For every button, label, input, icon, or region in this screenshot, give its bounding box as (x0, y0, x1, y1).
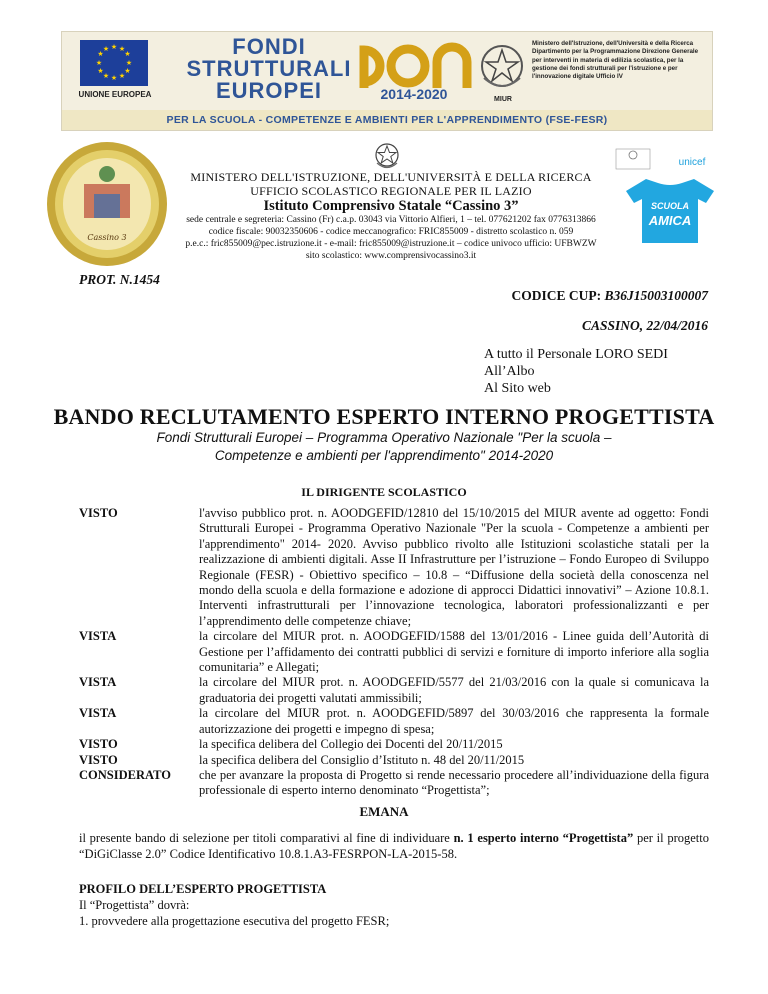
addressee-line: All’Albo (484, 364, 535, 379)
school-name: Istituto Comprensivo Statale “Cassino 3” (263, 198, 519, 214)
visto-text: la specifica delibera del Collegio dei Docenti del 20/11/2015 (199, 737, 503, 752)
visto-label: CONSIDERATO (79, 767, 171, 782)
para-bold-text: n. 1 esperto interno “Progettista” (453, 831, 634, 845)
visto-text: la circolare del MIUR prot. n. AOODGEFID/1588 del 13/01/2016 - Linee guida dell’Autorità di Gestione per l’affidamento dei contratti pubblici di servizi e forniture di importo inferiore alla soglia comunitaria” e Allegati; (199, 629, 709, 675)
visto-text: l'avviso pubblico prot. n. AOODGEFID/12810 del 15/10/2015 del MIUR avente ad oggetto: Fondi Strutturali Europei - Programma Operativo Nazionale "Per la scuola - Competenze a ambienti per l'apprendimento" 2014- 2020. Avviso pubblico rivolto alle Istituzioni scolastiche statali per la realizzazione di ambienti digitali. Asse II Infrastrutture per l’istruzione – Fondo Europeo di Sviluppo Regionale (FESR) - Obiettivo specifico – 10.8 – “Diffusione della società della conoscenza nel mondo della scuola e della formazione e adozione di approcci Didattici innovativi” – Azione 10.8.1. Interventi infrastrutturali per l’innovazione tecnologica, laboratori professionalizzanti e per l’apprendimento delle competenze chiave; (199, 506, 709, 628)
svg-text:★: ★ (124, 67, 131, 75)
document-title: BANDO RECLUTAMENTO ESPERTO INTERNO PROGETTISTA (53, 404, 715, 429)
svg-text:SCUOLA: SCUOLA (651, 201, 689, 211)
protocol-number: PROT. N.1454 (79, 272, 160, 287)
fondi-line: FONDI (232, 34, 306, 59)
addressee-line: A tutto il Personale LORO SEDI (484, 347, 668, 362)
school-emails: p.e.c.: fric855009@pec.istruzione.it - e-mail: fric855009@istruzione.it – codice univoco ufficio: UFBWZW (185, 239, 597, 249)
visto-row (79, 753, 709, 768)
pon-years: 2014-2020 (380, 86, 448, 102)
svg-text:★: ★ (118, 45, 126, 53)
addressees-block (484, 346, 668, 397)
svg-text:★: ★ (97, 67, 104, 75)
visto-row (79, 675, 709, 706)
visto-text: che per avanzare la proposta di Progetto si rende necessario procedere all’individuazione della figura professionale di esperto interno denominato “Progettista”; (199, 767, 709, 798)
visto-row (79, 706, 709, 737)
svg-text:★: ★ (97, 50, 104, 58)
italian-republic-emblem-icon (373, 141, 401, 171)
visto-row (79, 737, 709, 752)
profilo-title: PROFILO DELL’ESPERTO PROGETTISTA (79, 882, 327, 896)
republic-emblem-icon (477, 38, 527, 98)
visto-row (79, 768, 709, 799)
emana-heading: EMANA (359, 804, 409, 819)
svg-text:AMICA: AMICA (648, 213, 692, 228)
svg-text:★: ★ (110, 74, 118, 82)
document-date: CASSINO, 22/04/2016 (581, 318, 708, 333)
profilo-section (79, 881, 709, 929)
visto-label: VISTA (79, 706, 117, 721)
emana-paragraph (79, 830, 709, 862)
visto-text: la circolare del MIUR prot. n. AOODGEFID/5577 del 21/03/2016 con la quale si comunicava la graduatoria dei progetti valutati ammissibili; (199, 675, 709, 705)
unicef-scuola-amica-logo-icon (612, 143, 722, 253)
fondi-line: STRUTTURALI (186, 56, 352, 81)
profilo-line: 1. provvedere alla progettazione esecutiva del progetto FESR; (79, 914, 390, 928)
miur-label: MIUR (494, 96, 512, 103)
visto-text: la specifica delibera del Consiglio d’Istituto n. 48 del 20/11/2015 (199, 752, 525, 767)
svg-text:Cassino 3: Cassino 3 (87, 233, 127, 242)
visto-label: VISTA (79, 675, 117, 690)
cup-value: B36J15003100007 (604, 288, 708, 303)
banner-tagline: PER LA SCUOLA - COMPETENZE E AMBIENTI PER L'APPRENDIMENTO (FSE-FESR) (62, 110, 712, 130)
pon-banner (61, 31, 713, 131)
visto-row (79, 629, 709, 675)
para-text: per il progetto “DiGiClasse 2.0” Codice Identificativo 10.8.1.A3-FESRPON-LA-2015-58. (79, 831, 709, 861)
svg-text:★: ★ (124, 50, 131, 58)
para-text: il presente bando di selezione per titoli comparativi al fine di individuare (79, 831, 454, 845)
svg-text:★: ★ (102, 72, 110, 80)
addressee-line: Al Sito web (484, 381, 551, 396)
visto-text: la circolare del MIUR prot. n. AOODGEFID/5897 del 30/03/2016 che rappresenta la formale autorizzazione dei progetti e impegno di spesa; (199, 706, 709, 736)
svg-text:★: ★ (110, 43, 118, 51)
visto-label: VISTO (79, 737, 118, 752)
school-address: sede centrale e segreteria: Cassino (Fr) c.a.p. 03043 via Vittorio Alfieri, 1 – tel. 077621202 fax 0776313866 (186, 215, 596, 225)
cup-code (511, 288, 708, 304)
school-website: sito scolastico: www.comprensivocassino3.it (305, 251, 477, 261)
dirigente-heading: IL DIRIGENTE SCOLASTICO (301, 485, 467, 499)
document-subtitle: Competenze e ambienti per l'apprendimento" 2014-2020 (214, 448, 554, 463)
school-codes: codice fiscale: 90032350606 - codice meccanografico: FRIC855009 - distretto scolastico n. 059 (208, 227, 574, 237)
profilo-line: Il “Progettista” dovrà: (79, 898, 190, 912)
svg-text:★: ★ (95, 59, 103, 67)
cup-label: CODICE CUP: (511, 288, 605, 303)
regional-office-line: UFFICIO SCOLASTICO REGIONALE PER IL LAZIO (250, 184, 532, 198)
visto-label: VISTO (79, 506, 118, 520)
visto-label: VISTO (79, 752, 118, 767)
visti-block (79, 506, 709, 799)
visto-row (79, 506, 709, 629)
visto-label: VISTA (79, 629, 117, 644)
school-logo-icon (44, 140, 170, 268)
eu-flag-icon (80, 40, 148, 86)
svg-text:★: ★ (118, 72, 126, 80)
ministry-line: MINISTERO DELL'ISTRUZIONE, DELL'UNIVERSITÀ E DELLA RICERCA (190, 170, 592, 184)
svg-text:unicef: unicef (678, 157, 706, 168)
document-subtitle: Fondi Strutturali Europei – Programma Operativo Nazionale "Per la scuola – (156, 430, 612, 445)
eu-label: UNIONE EUROPEA (78, 90, 152, 99)
fondi-line: EUROPEI (215, 78, 323, 103)
svg-text:★: ★ (102, 45, 110, 53)
svg-text:★: ★ (125, 59, 133, 67)
miur-department-text: Ministero dell'Istruzione, dell'Università e della Ricerca Dipartimento per la Programmazione Direzione Generale per interventi in materia di edilizia scolastica, per la gestione dei fondi strutturali per l'istruzione e per l'innovazione digitale Ufficio IV (532, 40, 699, 81)
